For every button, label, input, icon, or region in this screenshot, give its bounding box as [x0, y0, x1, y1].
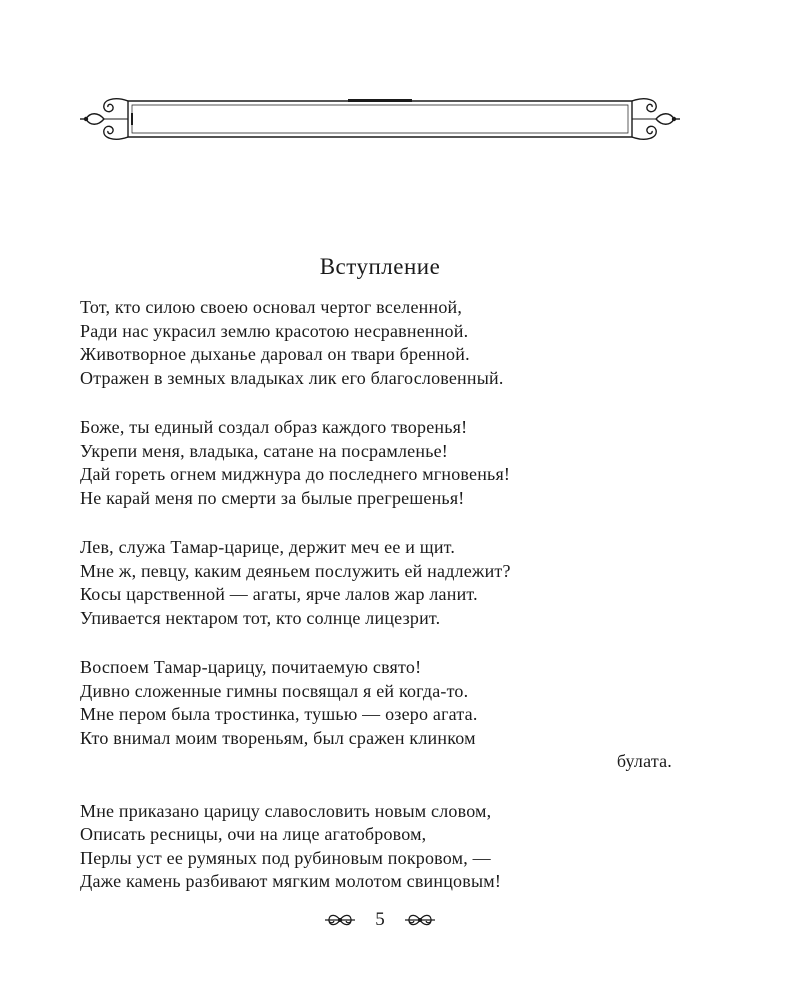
- poem-line: Ради нас украсил землю красотою несравненной.: [80, 320, 469, 341]
- poem-line: Перлы уст ее румяных под рубиновым покровом, —: [80, 847, 491, 868]
- poem-line: Кто внимал моим твореньям, был сражен клинком: [80, 727, 476, 748]
- poem-line: Мне пером была тростинка, тушью — озеро агата.: [80, 704, 478, 724]
- stanza-2: [80, 416, 680, 510]
- page-number: 5: [375, 909, 385, 930]
- poem-line: Мне ж, певцу, каким деяньем послужить ей надлежит?: [80, 560, 511, 581]
- poem-body: [80, 296, 680, 920]
- stanza-1: [80, 296, 680, 390]
- stanza-3: [80, 536, 680, 630]
- fleuron-right-icon: [403, 911, 437, 929]
- stanza-5: [80, 800, 680, 894]
- chapter-title: Вступление: [319, 254, 441, 279]
- poem-line: Отражен в земных владыках лик его благословенный.: [80, 367, 504, 388]
- poem-line: Дай гореть огнем миджнура до последнего мгновенья!: [80, 464, 511, 484]
- poem-line: Даже камень разбивают мягким молотом свинцовым!: [80, 871, 502, 891]
- poem-line: Дивно сложенные гимны посвящал я ей когда-то.: [80, 680, 469, 701]
- header-ornament-frame: [78, 92, 682, 144]
- poem-line: Укрепи меня, владыка, сатане на посрамленье!: [80, 440, 449, 461]
- poem-line-continuation: булата.: [616, 751, 672, 771]
- fleuron-left-icon: [323, 911, 357, 929]
- poem-line: Тот, кто силою своею основал чертог вселенной,: [80, 297, 463, 317]
- poem-line: Упивается нектаром тот, кто солнце лицезрит.: [80, 607, 441, 628]
- poem-line: Лев, служа Тамар-царице, держит меч ее и щит.: [80, 537, 456, 557]
- page-footer: [0, 905, 760, 935]
- poem-line: Описать ресницы, очи на лице агатобровом,: [80, 824, 427, 844]
- poem-line: Мне приказано царицу славословить новым словом,: [80, 800, 492, 821]
- stanza-4: [80, 656, 680, 774]
- poem-line: Животворное дыханье даровал он твари бренной.: [80, 344, 470, 364]
- poem-line: Боже, ты единый создал образ каждого творенья!: [80, 417, 468, 437]
- poem-line: Воспоем Тамар-царицу, почитаемую свято!: [80, 657, 422, 677]
- poem-line: Косы царственной — агаты, ярче лалов жар ланит.: [80, 584, 478, 604]
- poem-line: Не карай меня по смерти за былые прегрешенья!: [80, 487, 465, 508]
